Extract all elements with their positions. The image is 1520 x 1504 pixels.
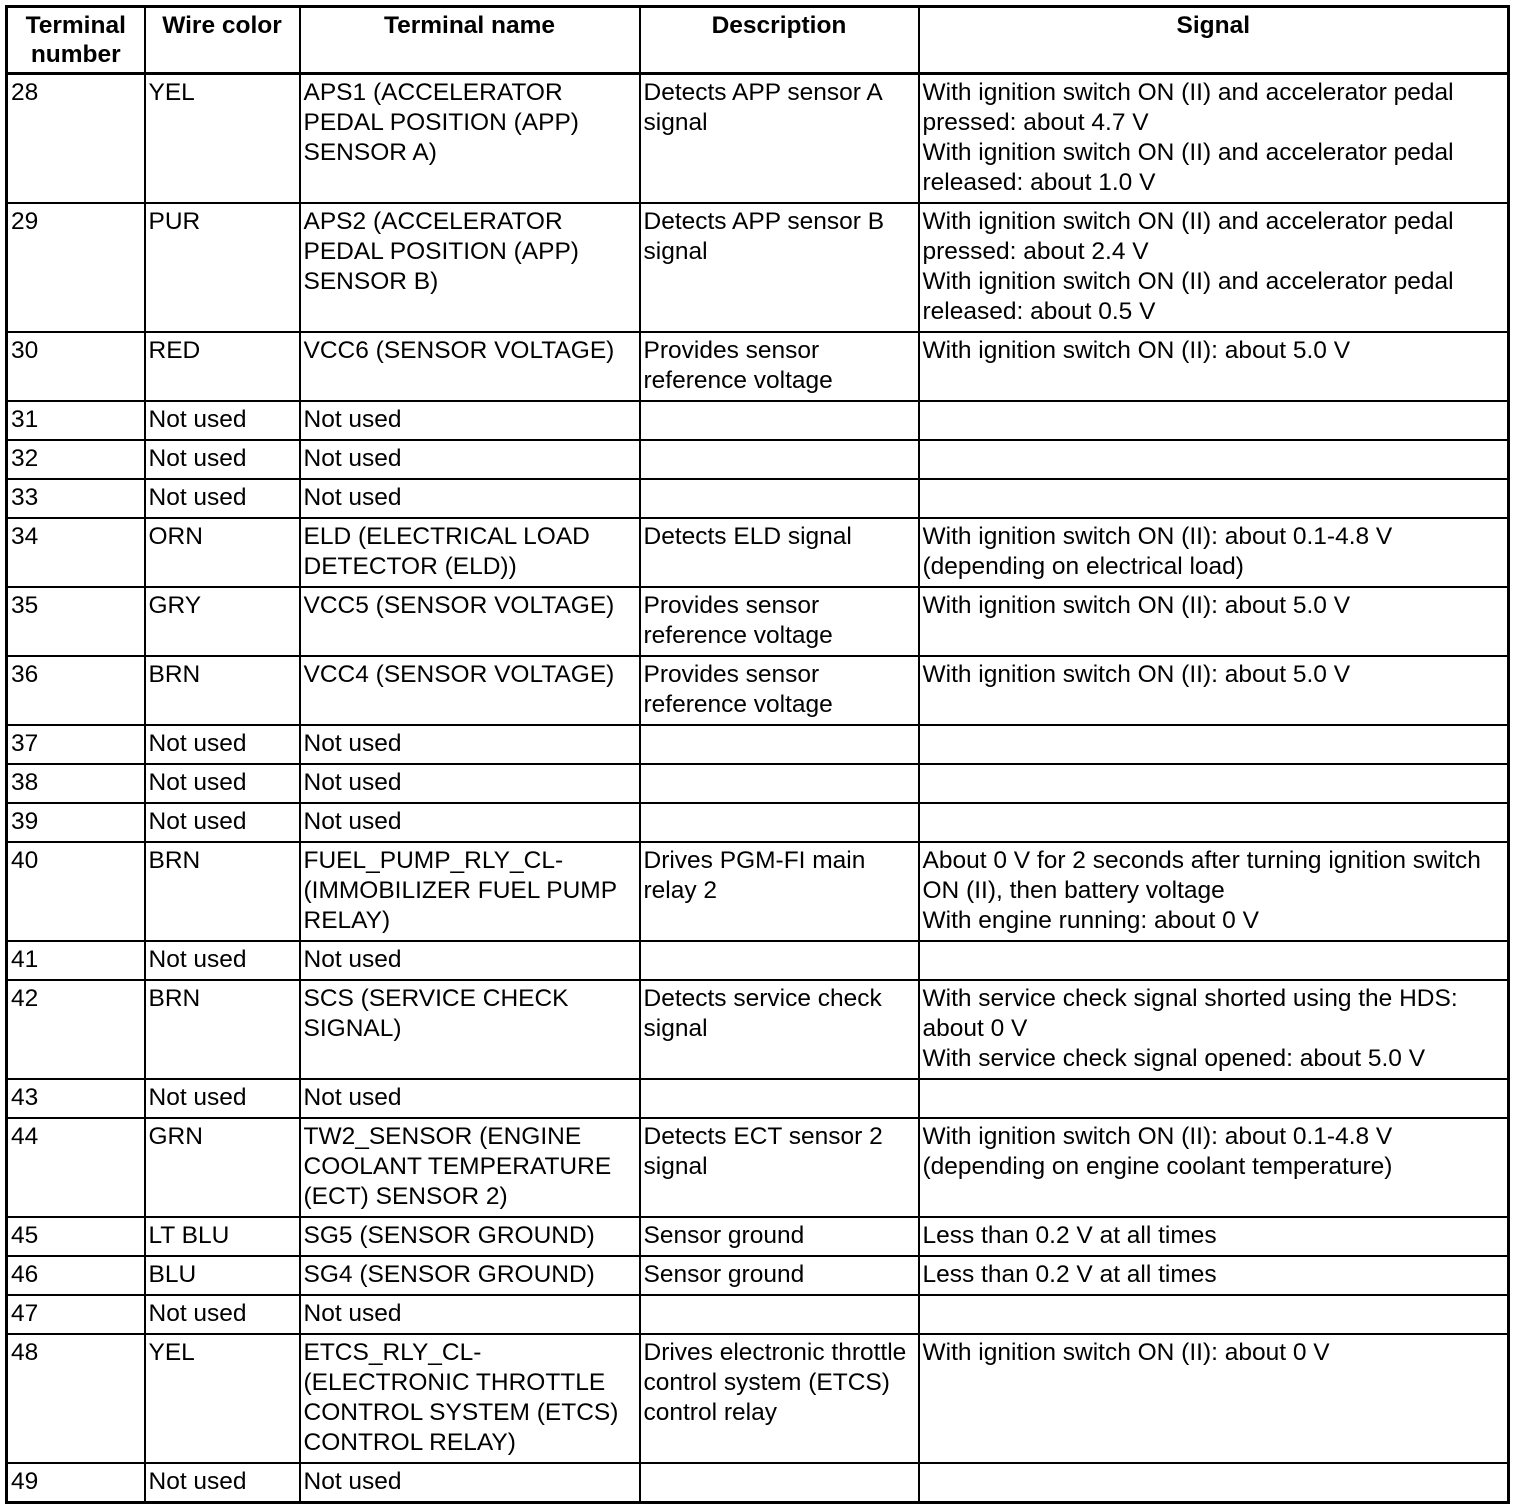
wire-color-cell	[145, 1334, 300, 1463]
wire-color-cell	[145, 401, 300, 440]
terminal-name-cell-line: SG5 (SENSOR GROUND)	[303, 1222, 595, 1249]
terminal-number-cell-text: 30	[11, 337, 39, 364]
signal-cell	[919, 980, 1509, 1079]
terminal-name-cell-line: VCC5 (SENSOR VOLTAGE)	[303, 592, 615, 619]
table-row	[7, 980, 1509, 1079]
terminal-name-cell	[300, 725, 640, 764]
wire-color-cell-text: Not used	[148, 406, 247, 433]
wire-color-cell	[145, 332, 300, 401]
terminal-name-cell	[300, 764, 640, 803]
table-row	[7, 1463, 1509, 1503]
wire-color-cell-text: BRN	[148, 985, 201, 1012]
signal-cell	[919, 1079, 1509, 1118]
terminal-number-cell	[7, 479, 145, 518]
wire-color-cell-text: RED	[148, 337, 201, 364]
terminal-name-cell-line: APS1 (ACCELERATOR	[303, 79, 563, 106]
terminal-number-cell-text: 47	[11, 1300, 39, 1327]
signal-cell	[919, 725, 1509, 764]
terminal-number-cell	[7, 842, 145, 941]
terminal-number-cell-text: 49	[11, 1468, 39, 1495]
description-cell-line: Detects service check	[643, 985, 882, 1012]
terminal-name-cell-line: Not used	[303, 1084, 402, 1111]
header-text: Terminal	[25, 12, 126, 39]
description-cell-line: signal	[643, 1015, 708, 1042]
signal-cell-line: With ignition switch ON (II): about 0.1-4.8 V	[922, 523, 1393, 550]
signal-cell	[919, 518, 1509, 587]
description-cell-line: reference voltage	[643, 691, 833, 718]
terminal-number-cell-text: 29	[11, 208, 39, 235]
terminal-name-cell-line: RELAY)	[303, 907, 391, 934]
table-row	[7, 440, 1509, 479]
table-row	[7, 1295, 1509, 1334]
description-cell-line: signal	[643, 1153, 708, 1180]
description-cell	[640, 764, 919, 803]
terminal-name-cell-line: (ECT) SENSOR 2)	[303, 1183, 508, 1210]
wire-color-cell-text: BRN	[148, 847, 201, 874]
terminal-number-cell	[7, 1079, 145, 1118]
table-body	[7, 74, 1509, 1503]
terminal-number-cell	[7, 518, 145, 587]
wire-color-cell-text: BLU	[148, 1261, 197, 1288]
signal-cell	[919, 401, 1509, 440]
wire-color-cell	[145, 1217, 300, 1256]
signal-cell-line: released: about 1.0 V	[922, 169, 1156, 196]
terminal-number-cell	[7, 587, 145, 656]
wire-color-cell-text: Not used	[148, 946, 247, 973]
terminal-name-cell-line: COOLANT TEMPERATURE	[303, 1153, 612, 1180]
wire-color-cell	[145, 1079, 300, 1118]
table-row	[7, 401, 1509, 440]
terminal-number-cell-text: 39	[11, 808, 39, 835]
terminal-name-cell	[300, 203, 640, 332]
terminal-name-cell	[300, 803, 640, 842]
signal-cell	[919, 440, 1509, 479]
terminal-name-cell-line: VCC6 (SENSOR VOLTAGE)	[303, 337, 615, 364]
description-cell	[640, 479, 919, 518]
terminal-number-cell-text: 38	[11, 769, 39, 796]
description-cell	[640, 980, 919, 1079]
terminal-number-cell	[7, 203, 145, 332]
terminal-number-cell	[7, 1217, 145, 1256]
wire-color-cell	[145, 440, 300, 479]
signal-cell	[919, 479, 1509, 518]
table-row	[7, 725, 1509, 764]
wire-color-cell	[145, 1118, 300, 1217]
description-cell-line: Detects APP sensor A	[643, 79, 883, 106]
terminal-name-cell	[300, 587, 640, 656]
description-cell	[640, 440, 919, 479]
table-row	[7, 803, 1509, 842]
terminal-number-cell	[7, 1118, 145, 1217]
description-cell-line: Sensor ground	[643, 1261, 805, 1288]
terminal-number-cell-text: 31	[11, 406, 39, 433]
description-cell	[640, 1295, 919, 1334]
wire-color-cell	[145, 656, 300, 725]
wire-color-cell-text: GRN	[148, 1123, 203, 1150]
description-cell-line: Detects APP sensor B	[643, 208, 885, 235]
terminal-number-cell	[7, 401, 145, 440]
description-cell	[640, 803, 919, 842]
terminal-number-cell-text: 48	[11, 1339, 39, 1366]
wire-color-cell-text: YEL	[148, 79, 195, 106]
terminal-name-cell	[300, 1256, 640, 1295]
signal-cell	[919, 764, 1509, 803]
signal-cell	[919, 1256, 1509, 1295]
table-row	[7, 518, 1509, 587]
wire-color-cell	[145, 980, 300, 1079]
terminal-name-cell-line: (IMMOBILIZER FUEL PUMP	[303, 877, 618, 904]
terminal-name-cell	[300, 1463, 640, 1503]
wire-color-cell-text: PUR	[148, 208, 201, 235]
terminal-number-cell	[7, 656, 145, 725]
table-row	[7, 1334, 1509, 1463]
terminal-name-cell-line: (ELECTRONIC THROTTLE	[303, 1369, 606, 1396]
terminal-number-cell-text: 44	[11, 1123, 39, 1150]
description-cell-line: control system (ETCS)	[643, 1369, 890, 1396]
wire-color-cell-text: Not used	[148, 808, 247, 835]
description-cell	[640, 203, 919, 332]
wire-color-cell-text: ORN	[148, 523, 203, 550]
terminal-name-cell-line: ETCS_RLY_CL-	[303, 1339, 482, 1366]
header-wire-color	[145, 7, 300, 74]
description-cell-line: Drives electronic throttle	[643, 1339, 907, 1366]
description-cell-line: Drives PGM-FI main	[643, 847, 866, 874]
signal-cell	[919, 587, 1509, 656]
terminal-name-cell	[300, 842, 640, 941]
signal-cell	[919, 842, 1509, 941]
terminal-name-cell	[300, 980, 640, 1079]
description-cell-line: reference voltage	[643, 622, 833, 649]
signal-cell-line: With ignition switch ON (II) and accelerator pedal	[922, 208, 1454, 235]
wire-color-cell-text: Not used	[148, 769, 247, 796]
terminal-name-cell-line: Not used	[303, 1468, 402, 1495]
header-text: Signal	[1176, 12, 1250, 39]
header-terminal-name	[300, 7, 640, 74]
terminal-name-cell-line: SG4 (SENSOR GROUND)	[303, 1261, 595, 1288]
signal-cell-line: With service check signal opened: about 5.0 V	[922, 1045, 1426, 1072]
terminal-number-cell-text: 32	[11, 445, 39, 472]
wire-color-cell	[145, 941, 300, 980]
description-cell-line: control relay	[643, 1399, 777, 1426]
terminal-name-cell	[300, 1295, 640, 1334]
signal-cell-line: pressed: about 2.4 V	[922, 238, 1149, 265]
description-cell	[640, 1334, 919, 1463]
terminal-name-cell-line: Not used	[303, 406, 402, 433]
description-cell	[640, 725, 919, 764]
wire-color-cell	[145, 803, 300, 842]
terminal-name-cell	[300, 332, 640, 401]
description-cell	[640, 332, 919, 401]
signal-cell	[919, 656, 1509, 725]
terminal-number-cell	[7, 1334, 145, 1463]
description-cell-line: Provides sensor	[643, 592, 820, 619]
description-cell-line: Provides sensor	[643, 337, 820, 364]
terminal-name-cell-line: SCS (SERVICE CHECK	[303, 985, 569, 1012]
wire-color-cell	[145, 725, 300, 764]
terminal-name-cell-line: CONTROL RELAY)	[303, 1429, 516, 1456]
signal-cell-line: With ignition switch ON (II): about 0.1-4.8 V	[922, 1123, 1393, 1150]
terminal-name-cell-line: APS2 (ACCELERATOR	[303, 208, 563, 235]
signal-cell	[919, 74, 1509, 204]
table-row	[7, 203, 1509, 332]
signal-cell-line: With service check signal shorted using the HDS:	[922, 985, 1458, 1012]
description-cell-line: reference voltage	[643, 367, 833, 394]
terminal-number-cell	[7, 941, 145, 980]
description-cell	[640, 1079, 919, 1118]
terminal-name-cell-line: PEDAL POSITION (APP)	[303, 238, 579, 265]
table-row	[7, 74, 1509, 204]
description-cell-line: relay 2	[643, 877, 718, 904]
wire-color-cell-text: YEL	[148, 1339, 195, 1366]
terminal-name-cell	[300, 656, 640, 725]
signal-cell-line: about 0 V	[922, 1015, 1028, 1042]
terminal-name-cell-line: SENSOR A)	[303, 139, 437, 166]
terminal-number-cell	[7, 332, 145, 401]
signal-cell	[919, 1463, 1509, 1503]
terminal-number-cell	[7, 440, 145, 479]
terminal-name-cell	[300, 1118, 640, 1217]
terminal-name-cell	[300, 479, 640, 518]
wire-color-cell	[145, 518, 300, 587]
wire-color-cell	[145, 587, 300, 656]
terminal-name-cell-line: TW2_SENSOR (ENGINE	[303, 1123, 582, 1150]
table-row	[7, 842, 1509, 941]
terminal-number-cell	[7, 803, 145, 842]
wire-color-cell	[145, 1256, 300, 1295]
signal-cell-line: released: about 0.5 V	[922, 298, 1156, 325]
table-row	[7, 941, 1509, 980]
wire-color-cell-text: BRN	[148, 661, 201, 688]
signal-cell-line: (depending on engine coolant temperature)	[922, 1153, 1393, 1180]
signal-cell-line: With ignition switch ON (II): about 5.0 V	[922, 337, 1351, 364]
description-cell-line: Detects ECT sensor 2	[643, 1123, 883, 1150]
table-row	[7, 656, 1509, 725]
terminal-number-cell	[7, 1295, 145, 1334]
terminal-name-cell-line: Not used	[303, 946, 402, 973]
signal-cell-line: With ignition switch ON (II): about 5.0 V	[922, 592, 1351, 619]
header-signal	[919, 7, 1509, 74]
terminal-number-cell-text: 40	[11, 847, 39, 874]
terminal-number-cell-text: 28	[11, 79, 39, 106]
terminal-name-cell	[300, 74, 640, 204]
signal-cell	[919, 1295, 1509, 1334]
header-text: Description	[711, 12, 847, 39]
signal-cell-line: With ignition switch ON (II) and accelerator pedal	[922, 268, 1454, 295]
terminal-number-cell-text: 36	[11, 661, 39, 688]
description-cell	[640, 587, 919, 656]
terminal-number-cell	[7, 764, 145, 803]
terminal-number-cell-text: 41	[11, 946, 39, 973]
wire-color-cell	[145, 764, 300, 803]
signal-cell-line: With engine running: about 0 V	[922, 907, 1259, 934]
terminal-name-cell-line: FUEL_PUMP_RLY_CL-	[303, 847, 564, 874]
terminal-number-cell-text: 43	[11, 1084, 39, 1111]
signal-cell	[919, 1118, 1509, 1217]
table-row	[7, 764, 1509, 803]
terminal-name-cell	[300, 1334, 640, 1463]
header-row	[7, 7, 1509, 74]
wire-color-cell-text: Not used	[148, 1084, 247, 1111]
terminal-number-cell	[7, 74, 145, 204]
description-cell	[640, 74, 919, 204]
terminal-number-cell-text: 33	[11, 484, 39, 511]
signal-cell	[919, 1217, 1509, 1256]
terminal-name-cell	[300, 941, 640, 980]
table-row	[7, 332, 1509, 401]
terminal-name-cell-line: SENSOR B)	[303, 268, 439, 295]
wire-color-cell-text: Not used	[148, 730, 247, 757]
description-cell	[640, 656, 919, 725]
description-cell-line: Sensor ground	[643, 1222, 805, 1249]
header-text: Wire color	[162, 12, 282, 39]
terminal-name-cell-line: VCC4 (SENSOR VOLTAGE)	[303, 661, 615, 688]
wire-color-cell-text: GRY	[148, 592, 202, 619]
header-text: number	[30, 41, 121, 68]
description-cell-line: signal	[643, 238, 708, 265]
terminal-name-cell-line: Not used	[303, 1300, 402, 1327]
terminal-number-cell	[7, 1256, 145, 1295]
terminal-number-cell-text: 42	[11, 985, 39, 1012]
signal-cell-line: Less than 0.2 V at all times	[922, 1261, 1217, 1288]
terminal-number-cell-text: 34	[11, 523, 39, 550]
terminal-name-cell-line: Not used	[303, 808, 402, 835]
signal-cell	[919, 332, 1509, 401]
wire-color-cell	[145, 1463, 300, 1503]
terminal-table	[5, 5, 1510, 1504]
description-cell	[640, 842, 919, 941]
signal-cell-line: Less than 0.2 V at all times	[922, 1222, 1217, 1249]
terminal-name-cell-line: ELD (ELECTRICAL LOAD	[303, 523, 590, 550]
signal-cell	[919, 203, 1509, 332]
terminal-name-cell-line: Not used	[303, 769, 402, 796]
wire-color-cell-text: Not used	[148, 1468, 247, 1495]
terminal-name-cell-line: CONTROL SYSTEM (ETCS)	[303, 1399, 619, 1426]
terminal-number-cell	[7, 980, 145, 1079]
terminal-name-cell-line: SIGNAL)	[303, 1015, 402, 1042]
terminal-number-cell-text: 37	[11, 730, 39, 757]
signal-cell-line: With ignition switch ON (II): about 0 V	[922, 1339, 1330, 1366]
header-text: Terminal name	[383, 12, 556, 39]
description-cell-line: signal	[643, 109, 708, 136]
signal-cell-line: About 0 V for 2 seconds after turning ignition switch	[922, 847, 1481, 874]
description-cell	[640, 1463, 919, 1503]
description-cell	[640, 1118, 919, 1217]
wire-color-cell-text: Not used	[148, 484, 247, 511]
signal-cell-line: (depending on electrical load)	[922, 553, 1244, 580]
terminal-name-cell	[300, 1217, 640, 1256]
description-cell	[640, 941, 919, 980]
description-cell	[640, 1217, 919, 1256]
description-cell	[640, 1256, 919, 1295]
wire-color-cell	[145, 74, 300, 204]
signal-cell-line: With ignition switch ON (II) and accelerator pedal	[922, 139, 1454, 166]
signal-cell-line: With ignition switch ON (II) and accelerator pedal	[922, 79, 1454, 106]
signal-cell	[919, 941, 1509, 980]
description-cell	[640, 518, 919, 587]
terminal-number-cell	[7, 725, 145, 764]
table-row	[7, 1118, 1509, 1217]
header-description	[640, 7, 919, 74]
wire-color-cell	[145, 1295, 300, 1334]
signal-cell-line: pressed: about 4.7 V	[922, 109, 1149, 136]
terminal-name-cell-line: DETECTOR (ELD))	[303, 553, 517, 580]
table-row	[7, 1079, 1509, 1118]
wire-color-cell	[145, 203, 300, 332]
terminal-name-cell	[300, 518, 640, 587]
terminal-name-cell-line: Not used	[303, 730, 402, 757]
wire-color-cell-text: LT BLU	[148, 1222, 230, 1249]
terminal-name-cell-line: Not used	[303, 484, 402, 511]
wire-color-cell	[145, 842, 300, 941]
description-cell	[640, 401, 919, 440]
wire-color-cell-text: Not used	[148, 445, 247, 472]
terminal-name-cell-line: PEDAL POSITION (APP)	[303, 109, 579, 136]
terminal-name-cell	[300, 1079, 640, 1118]
table-row	[7, 1256, 1509, 1295]
description-cell-line: Provides sensor	[643, 661, 820, 688]
table-row	[7, 1217, 1509, 1256]
signal-cell-line: With ignition switch ON (II): about 5.0 V	[922, 661, 1351, 688]
description-cell-line: Detects ELD signal	[643, 523, 852, 550]
signal-cell	[919, 1334, 1509, 1463]
header-terminal-number	[7, 7, 145, 74]
terminal-name-cell	[300, 401, 640, 440]
terminal-name-cell	[300, 440, 640, 479]
terminal-number-cell-text: 35	[11, 592, 39, 619]
terminal-name-cell-line: Not used	[303, 445, 402, 472]
table-row	[7, 587, 1509, 656]
wire-color-cell	[145, 479, 300, 518]
terminal-number-cell-text: 46	[11, 1261, 39, 1288]
wire-color-cell-text: Not used	[148, 1300, 247, 1327]
table-row	[7, 479, 1509, 518]
signal-cell	[919, 803, 1509, 842]
terminal-number-cell-text: 45	[11, 1222, 39, 1249]
terminal-number-cell	[7, 1463, 145, 1503]
signal-cell-line: ON (II), then battery voltage	[922, 877, 1225, 904]
